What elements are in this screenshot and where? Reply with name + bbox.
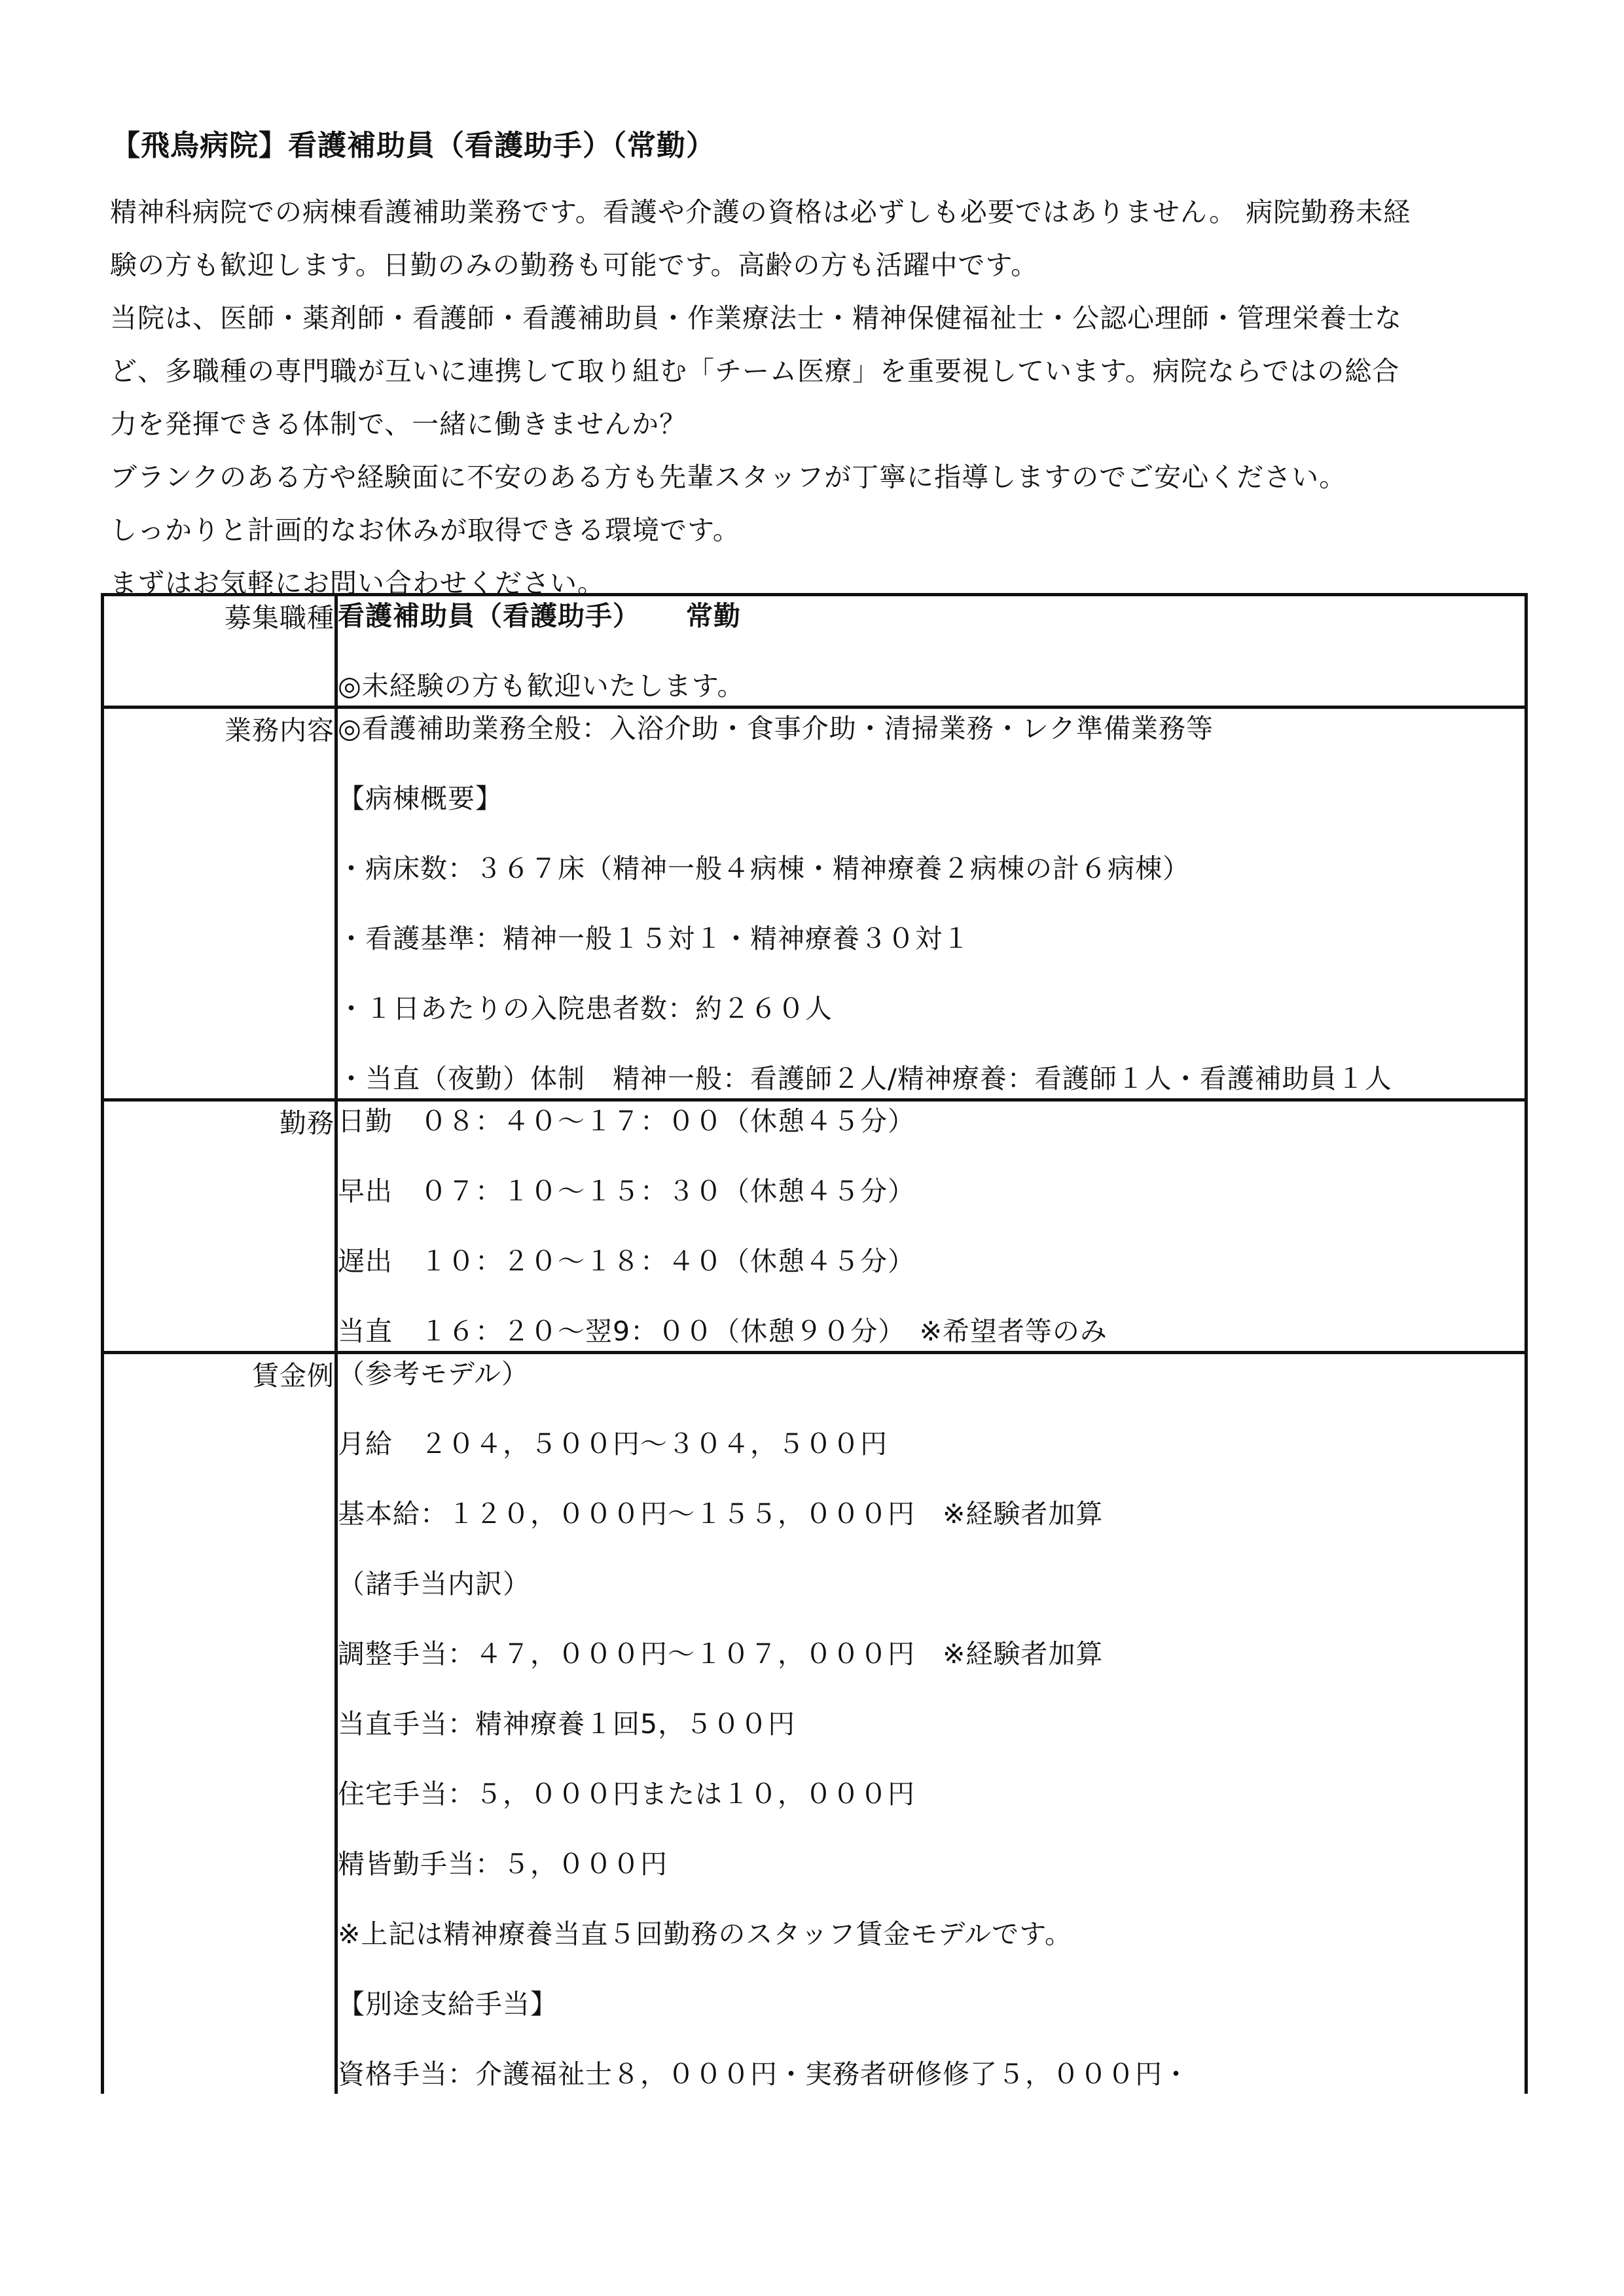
employment-type: 常勤: [686, 600, 741, 632]
content-job-type: [336, 595, 1526, 708]
intro-line: 精神科病院での病棟看護補助業務です。看護や介護の資格は必ずしも必要ではありません。 病院勤務未経: [110, 196, 1411, 228]
content-wages: [336, 1353, 1526, 2094]
duties-line: ・病床数：３６７床（精神一般４病棟・精神療養２病棟の計６病棟）: [338, 853, 1190, 884]
intro-line: 当院は、医師・薬剤師・看護師・看護補助員・作業療法士・精神保健福祉士・公認心理師・管理栄養士な: [110, 302, 1402, 334]
wage-line: ※上記は精神療養当直５回勤務のスタッフ賃金モデルです。: [338, 1918, 1073, 1950]
page-title: 【飛鳥病院】看護補助員（看護助手）（常勤）: [111, 129, 715, 162]
row-duties: [103, 708, 1526, 1100]
label-shifts: 勤務: [103, 1100, 336, 1353]
wage-line: （参考モデル）: [338, 1358, 529, 1390]
job-type-note: ◎未経験の方も歓迎いたします。: [338, 670, 745, 702]
content-shifts: [336, 1100, 1526, 1353]
intro-line: ブランクのある方や経験面に不安のある方も先輩スタッフが丁寧に指導しますのでご安心ください。: [110, 461, 1347, 493]
intro-text: [110, 186, 1530, 610]
intro-line: まずはお気軽にお問い合わせください。: [110, 567, 605, 599]
wage-line: 当直手当：精神療養１回5，５００円: [338, 1708, 796, 1740]
intro-line: 力を発揮できる体制で、一緒に働きませんか？: [110, 408, 687, 440]
duties-line: ・１日あたりの入院患者数：約２６０人: [338, 993, 833, 1024]
row-job-type: [103, 595, 1526, 708]
intro-line: ど、多職種の専門職が互いに連携して取り組む「チーム医療」を重要視しています。病院ならではの総合: [110, 355, 1400, 387]
label-job-type: 募集職種: [103, 595, 336, 708]
duties-line: ・看護基準：精神一般１５対１・精神療養３０対１: [338, 923, 970, 954]
shift-line: 早出 ０７：１０～１５：３０（休憩４５分）: [338, 1175, 915, 1207]
label-duties: 業務内容: [103, 708, 336, 1100]
intro-line: 験の方も歓迎します。日勤のみの勤務も可能です。高齢の方も活躍中です。: [110, 249, 1039, 281]
wage-line: 基本給：１２０，０００円～１５５，０００円 ※経験者加算: [338, 1498, 1104, 1530]
wage-line: 精皆勤手当：５，０００円: [338, 1848, 668, 1880]
duties-line: ◎看護補助業務全般：入浴介助・食事介助・清掃業務・レク準備業務等: [338, 713, 1214, 744]
shift-line: 当直 １６：２０～翌9：００（休憩９０分） ※希望者等のみ: [338, 1316, 1108, 1347]
duties-line: 【病棟概要】: [338, 783, 503, 814]
wage-line: 【別途支給手当】: [338, 1988, 558, 2020]
wage-line: 月給 ２０４，５００円～３０４，５００円: [338, 1428, 888, 1460]
duties-line: ・当直（夜勤）体制 精神一般：看護師２人/精神療養：看護師１人・看護補助員１人: [338, 1063, 1392, 1094]
wage-line: 資格手当：介護福祉士８，０００円・実務者研修修了５，０００円・: [338, 2058, 1190, 2090]
intro-line: しっかりと計画的なお休みが取得できる環境です。: [110, 514, 740, 546]
row-wages: [103, 1353, 1526, 2094]
job-info-table: [101, 593, 1528, 2094]
row-shifts: [103, 1100, 1526, 1353]
label-wages: 賃金例: [103, 1353, 336, 2094]
job-type-title: 看護補助員（看護助手）: [338, 600, 640, 632]
shift-line: 遅出 １０：２０～１８：４０（休憩４５分）: [338, 1246, 915, 1277]
shift-line: 日勤 ０８：４０～１７：００（休憩４５分）: [338, 1105, 915, 1137]
wage-line: 住宅手当：５，０００円または１０，０００円: [338, 1778, 915, 1810]
wage-line: （諸手当内訳）: [338, 1568, 530, 1600]
wage-line: 調整手当：４７，０００円～１０７，０００円 ※経験者加算: [338, 1638, 1104, 1670]
content-duties: [336, 708, 1526, 1100]
job-type-title-line: [338, 596, 1525, 666]
